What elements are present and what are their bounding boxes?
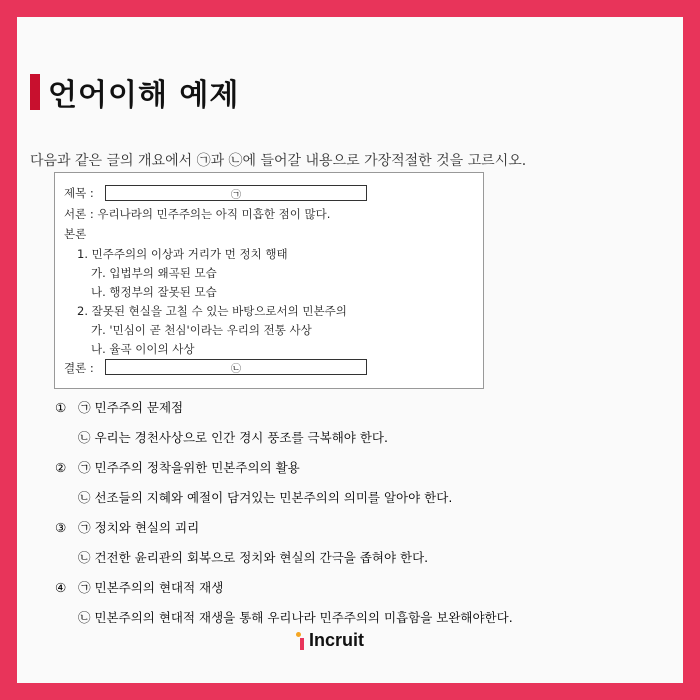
outline-body-2: 2. 잘못된 현실을 고칠 수 있는 바탕으로서의 민본주의 xyxy=(77,304,347,318)
answer-2-b: ㉡ 선조들의 지혜와 예절이 담겨있는 민본주의의 의미를 알아야 한다. xyxy=(78,490,453,505)
answer-a: ㉠ 민주주의 정착을위한 민본주의의 활용 xyxy=(78,460,300,475)
logo-mark-icon xyxy=(296,632,308,650)
outline-intro: 서론 : 우리나라의 민주주의는 아직 미흡한 점이 많다. xyxy=(64,207,331,221)
question-text: 다음과 같은 글의 개요에서 ㉠과 ㉡에 들어갈 내용으로 가장적절한 것을 고르시오. xyxy=(30,153,527,169)
title-blank-box xyxy=(105,185,367,201)
conclusion-blank-box xyxy=(105,359,367,375)
answer-2[interactable] xyxy=(55,458,300,476)
incruit-logo xyxy=(296,630,364,651)
answer-number: ② xyxy=(55,460,67,475)
answer-4-b: ㉡ 민본주의의 현대적 재생을 통해 우리나라 민주주의의 미흡함을 보완해야한다. xyxy=(78,610,513,625)
outline-body-2b: 나. 율곡 이이의 사상 xyxy=(91,342,195,356)
answer-3[interactable] xyxy=(55,518,199,536)
outline-body-1a: 가. 입법부의 왜곡된 모습 xyxy=(91,266,217,280)
outline-body-1: 1. 민주주의의 이상과 거리가 먼 정치 행태 xyxy=(77,247,288,261)
answer-3-b: ㉡ 건전한 윤리관의 회복으로 정치와 현실의 간극을 좁혀야 한다. xyxy=(78,550,429,565)
answer-number: ③ xyxy=(55,520,67,535)
answer-number: ① xyxy=(55,400,67,415)
title-blank-marker: ㉠ xyxy=(231,190,241,201)
answer-a: ㉠ 민본주의의 현대적 재생 xyxy=(78,580,224,595)
header xyxy=(30,70,239,114)
answer-1-b: ㉡ 우리는 경천사상으로 인간 경시 풍조를 극복해야 한다. xyxy=(78,430,388,445)
page-title: 언어이해 예제 xyxy=(48,78,240,113)
title-accent-bar xyxy=(30,74,40,110)
outline-body-1b: 나. 행정부의 잘못된 모습 xyxy=(91,285,217,299)
answer-a: ㉠ 민주주의 문제점 xyxy=(78,400,184,415)
answer-1[interactable] xyxy=(55,398,183,416)
outline-body-2a: 가. '민심이 곧 천심'이라는 우리의 전통 사상 xyxy=(91,323,312,337)
logo-text: Incruit xyxy=(309,630,365,650)
answer-number: ④ xyxy=(55,580,67,595)
conclusion-blank-marker: ㉡ xyxy=(231,364,241,375)
outline-box xyxy=(54,172,484,389)
answer-a: ㉠ 정치와 현실의 괴리 xyxy=(78,520,200,535)
outline-conclusion-label: 결론 : xyxy=(64,361,94,375)
answer-4[interactable] xyxy=(55,578,223,596)
outline-body-label: 본론 xyxy=(64,227,87,241)
outline-title-label: 제목 : xyxy=(64,186,94,200)
